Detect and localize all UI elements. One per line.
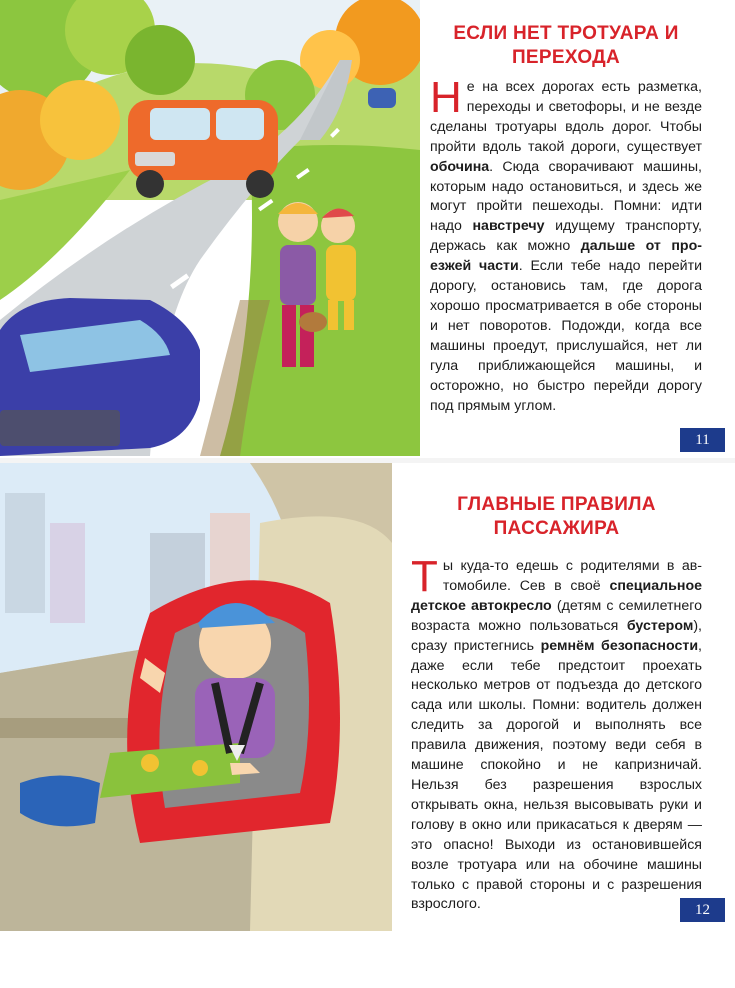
car-seat-scene-svg xyxy=(0,463,392,931)
bold-term: специальное детское автокресло xyxy=(411,577,702,614)
blue-car xyxy=(0,298,200,456)
text-run: ), сразу пристегнись xyxy=(411,617,702,654)
car-seat-illustration xyxy=(0,463,392,931)
roadside-scene-svg xyxy=(0,0,420,456)
bold-term: навстречу xyxy=(472,218,545,235)
page-number: 12 xyxy=(680,898,725,922)
text-run: идущему транспорту, держась как можно xyxy=(430,218,702,255)
drop-cap: Н xyxy=(430,73,462,122)
text-run: . Если тебе надо перейти дорогу, остановись там, где дорога хорошо просматривается в обе стороны и нет поворотов. Подожди, когда все машины проедут, прислушайся, нет ли гула приближающейся машины, и осторожно, но быстро перейди дорогу под прямым углом. xyxy=(430,258,702,414)
page-11 xyxy=(0,0,735,458)
page-12 xyxy=(0,463,735,933)
bold-term: ремнём безопасности xyxy=(540,637,699,654)
text-column xyxy=(430,22,702,416)
bold-term: обочина xyxy=(430,158,490,175)
text-run: ы куда-то едешь с родителями в автомобиле. Сев в своё xyxy=(442,558,702,594)
text-run: . Сюда сворачивают машины, которым надо остановиться, и здесь же могут пройти пешеходы. Помни: идти надо xyxy=(430,158,702,235)
text-run: (детям с семилетнего возраста можно пользоваться xyxy=(411,597,702,634)
bold-term: бустером xyxy=(626,617,694,634)
bold-term: дальше от проезжей части xyxy=(430,238,702,275)
page-heading: ГЛАВНЫЕ ПРАВИЛА ПАССАЖИРА xyxy=(457,494,656,539)
page-heading: ЕСЛИ НЕТ ТРОТУАРА И ПЕРЕХОДА xyxy=(453,23,679,68)
text-run: , даже если тебе предстоит проехать несколько метров от подъезда до детского сада или школы. Помни: водитель должен следить за дорогой и выполнять все правила движения, поэтому веди себя в машине спокойно и не капризничай. Нельзя без разрешения взрослых открывать окна, нельзя высовывать руки и голову в окно или прикасаться к дверям — это опасно! Выходи из остановившейся возле тротуара или на обочине машины только с правой стороны и с разрешения взрослого. xyxy=(411,637,702,913)
text-run: е на всех дорогах есть разметка, переходы и светофоры, и не везде сделаны тротуары вдоль дорог. Чтобы пройти вдоль такой дороги, существует xyxy=(430,79,702,155)
page-number: 11 xyxy=(680,428,725,452)
drop-cap: Т xyxy=(411,552,438,601)
roadside-illustration xyxy=(0,0,420,456)
text-column xyxy=(411,493,702,915)
body-paragraph xyxy=(430,73,702,416)
body-paragraph xyxy=(411,552,702,915)
